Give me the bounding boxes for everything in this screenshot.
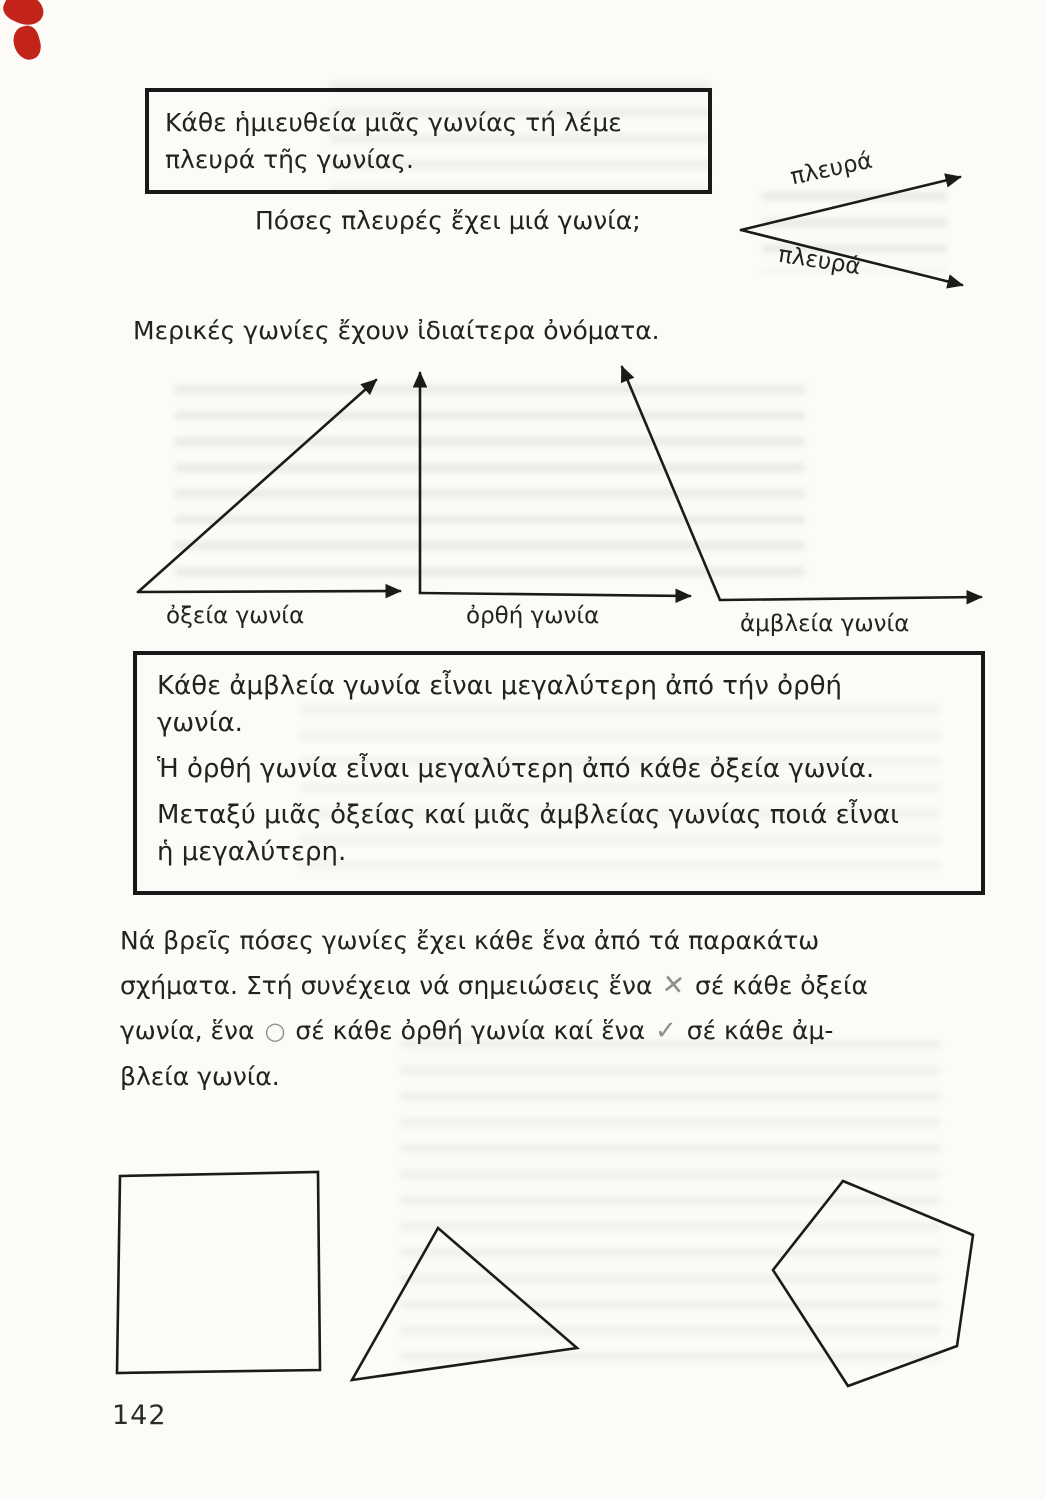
page-number: 142 [112, 1400, 167, 1431]
exercise-text-segment: σέ κάθε ὀρθή γωνία καί ἕνα [295, 1016, 646, 1045]
rectangle-shape [110, 1166, 330, 1381]
comparison-line: Ἡ ὀρθή γωνία εἶναι μεγαλύτερη ἀπό κάθε ὀξεία γωνία. [157, 754, 875, 784]
acute-angle-figure [128, 370, 413, 600]
check-mark-icon: ✓ [655, 1016, 677, 1046]
definition-text: Κάθε ἡμιευθεία μιᾶς γωνίας τή λέμε πλευρά τῆς γωνίας. [165, 108, 622, 174]
pentagon-shape [765, 1173, 987, 1395]
names-intro-text: Μερικές γωνίες ἔχουν ἰδιαίτερα ὀνόματα. [133, 316, 660, 345]
acute-angle-label: ὀξεία γωνία [166, 603, 305, 629]
comparison-line: ἡ μεγαλύτερη. [157, 837, 347, 867]
x-mark-icon: ✕ [660, 968, 687, 1003]
side-label-top: πλευρά [788, 147, 875, 191]
comparison-line: γωνία. [157, 708, 243, 738]
comparison-box [133, 651, 985, 895]
exercise-text-segment: σέ κάθε ἀμ- [686, 1016, 834, 1045]
obtuse-angle-label: ἀμβλεία γωνία [740, 611, 910, 637]
exercise-text-segment: Νά βρεῖς πόσες γωνίες ἔχει κάθε ἕνα ἀπό τά παρακάτω [120, 926, 820, 955]
circle-mark-icon: ○ [264, 1017, 286, 1045]
exercise-line [120, 963, 868, 1008]
side-label-bottom: πλευρά [776, 241, 863, 281]
exercise-line [120, 1054, 868, 1099]
question-text: Πόσες πλευρές ἔχει μιά γωνία; [255, 206, 641, 235]
exercise-text-segment: σέ κάθε ὀξεία [695, 971, 868, 1000]
obtuse-angle-figure [606, 355, 994, 605]
exercise-line [120, 1008, 868, 1054]
comparison-line: Κάθε ἀμβλεία γωνία εἶναι μεγαλύτερη ἀπό τήν ὀρθή [157, 671, 842, 701]
definition-box [145, 88, 712, 194]
comparison-line: Μεταξύ μιᾶς ὀξείας καί μιᾶς ἀμβλείας γωνίας ποιά εἶναι [157, 800, 899, 830]
exercise-line [120, 918, 868, 963]
exercise-text-segment: γωνία, ἕνα [120, 1016, 255, 1045]
triangle-shape [342, 1218, 592, 1390]
red-scan-artifact [10, 23, 44, 63]
right-angle-label: ὀρθή γωνία [466, 603, 600, 629]
exercise-text [120, 918, 868, 1099]
exercise-text-segment: σχήματα. Στή συνέχεια νά σημειώσεις ἕνα [120, 971, 653, 1000]
exercise-text-segment: βλεία γωνία. [120, 1062, 280, 1091]
